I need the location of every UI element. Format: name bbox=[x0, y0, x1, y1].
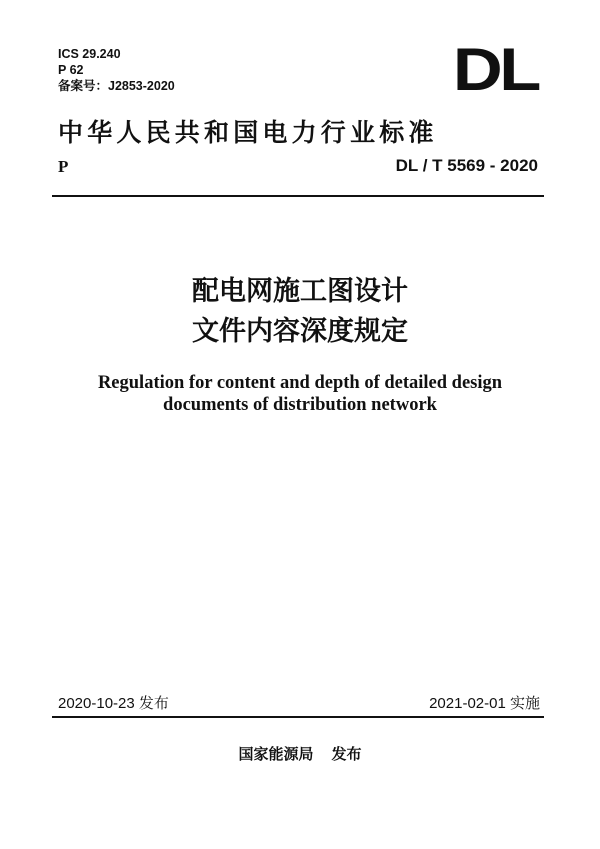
bottom-divider bbox=[52, 716, 544, 718]
english-title-line-1: Regulation for content and depth of detailed design bbox=[97, 373, 503, 393]
dl-logo: DL bbox=[452, 36, 538, 103]
p-code: P 62 bbox=[58, 63, 84, 77]
record-number: 备案号：J2853-2020 bbox=[58, 79, 175, 93]
ics-code: ICS 29.240 bbox=[58, 47, 121, 61]
top-divider bbox=[52, 195, 544, 197]
issuer-action: 发布 bbox=[331, 745, 362, 763]
issuer-line bbox=[0, 743, 600, 764]
chinese-title-line-2: 文件内容深度规定 bbox=[192, 316, 408, 347]
metadata-block bbox=[58, 46, 175, 94]
effective-date: 2021-02-01 实施 bbox=[429, 695, 540, 712]
issuer-name: 国家能源局 bbox=[238, 745, 314, 763]
english-title-line-2: documents of distribution network bbox=[163, 395, 437, 415]
standard-number: DL / T 5569 - 2020 bbox=[395, 156, 538, 175]
chinese-title-line-1: 配电网施工图设计 bbox=[192, 276, 408, 307]
classification-code: P bbox=[58, 157, 69, 176]
issue-date: 2020-10-23 发布 bbox=[58, 695, 169, 712]
standard-type-heading: 中华人民共和国电力行业标准 bbox=[58, 118, 438, 147]
